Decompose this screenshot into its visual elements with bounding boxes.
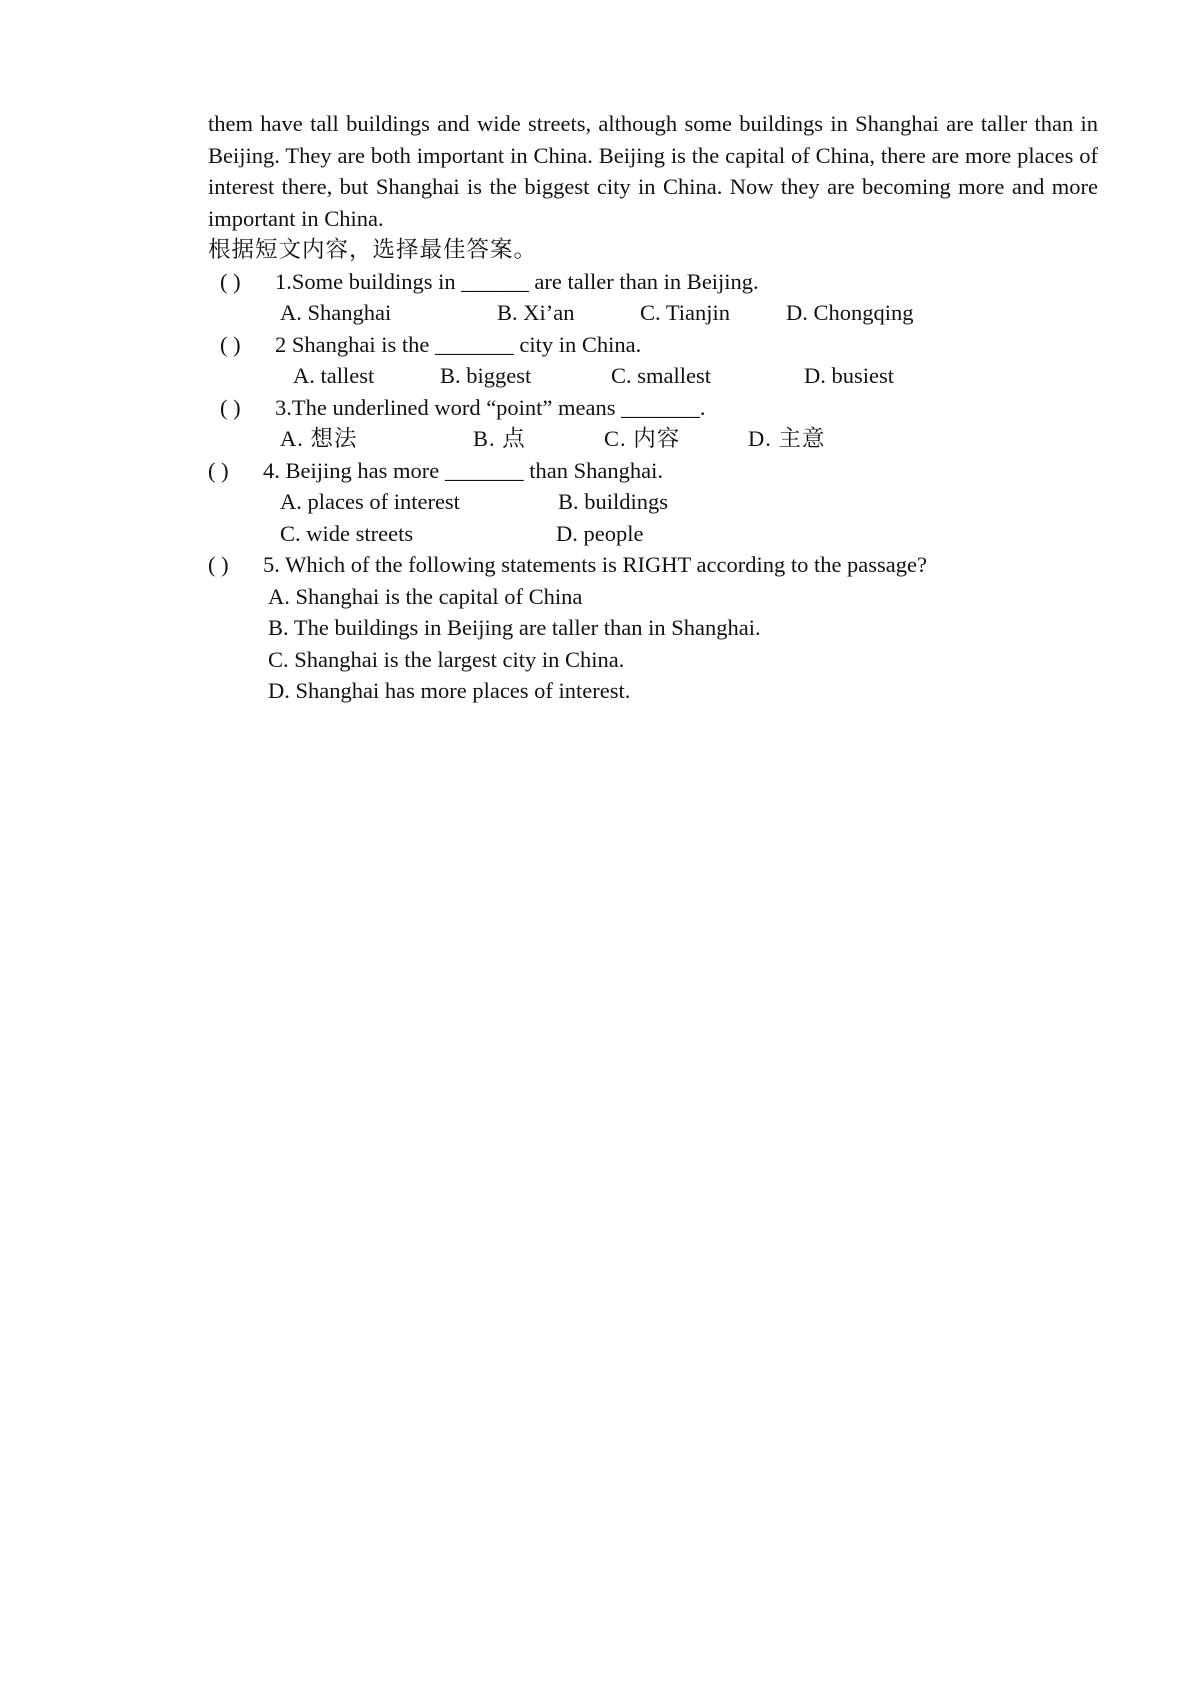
- option-c: C. Tianjin: [640, 300, 731, 325]
- question-4-options-row-2: [208, 518, 1098, 550]
- instruction-text: 根据短文内容，选择最佳答案。: [208, 237, 538, 262]
- option-b: B. The buildings in Beijing are taller than in Shanghai.: [268, 615, 761, 640]
- option-a: A. places of interest: [280, 489, 460, 514]
- option-d: D. Shanghai has more places of interest.: [268, 678, 631, 703]
- option-d: D. Chongqing: [786, 300, 914, 325]
- option-a: A. Shanghai is the capital of China: [268, 583, 583, 609]
- option-d: D. busiest: [804, 363, 894, 388]
- question-1: [208, 266, 1098, 298]
- option-c: C. Shanghai is the largest city in China.: [268, 646, 625, 672]
- question-4: [208, 455, 1098, 487]
- question-5-option-d: [208, 675, 1098, 707]
- answer-blank-3: ( ): [220, 394, 241, 420]
- option-c: C. smallest: [611, 363, 711, 388]
- question-3-options: [208, 423, 1098, 455]
- option-c: C. 内容: [604, 426, 681, 451]
- question-3: [208, 392, 1098, 424]
- option-a: A. Shanghai: [280, 300, 392, 325]
- option-b: B. Xi’an: [497, 300, 575, 325]
- question-1-text: 1.Some buildings in ______ are taller than in Beijing.: [275, 268, 759, 294]
- answer-blank-4: ( ): [208, 457, 229, 483]
- option-d: D. 主意: [748, 426, 826, 451]
- option-b: B. buildings: [558, 489, 669, 514]
- option-a: A. 想法: [280, 426, 358, 451]
- question-5-text: 5. Which of the following statements is RIGHT according to the passage?: [263, 552, 928, 577]
- question-5-option-a: [208, 581, 1098, 613]
- question-1-options: [208, 297, 1098, 329]
- question-5-option-c: [208, 644, 1098, 676]
- question-2: [208, 329, 1098, 361]
- question-3-text: 3.The underlined word “point” means _______.: [275, 394, 706, 420]
- answer-blank-2: ( ): [220, 331, 241, 357]
- answer-blank-5: ( ): [208, 552, 229, 577]
- question-5-option-b: [208, 612, 1098, 644]
- option-c: C. wide streets: [280, 520, 414, 546]
- question-5: [208, 549, 1098, 581]
- option-d: D. people: [556, 520, 644, 546]
- option-a: A. tallest: [293, 363, 375, 388]
- option-b: B. biggest: [440, 363, 532, 388]
- answer-blank-1: ( ): [220, 268, 241, 294]
- worksheet-page: [208, 108, 1098, 707]
- question-4-text: 4. Beijing has more _______ than Shanghai.: [263, 457, 663, 483]
- question-2-options: [208, 360, 1098, 392]
- question-2-text: 2 Shanghai is the _______ city in China.: [275, 331, 642, 357]
- passage-paragraph: them have tall buildings and wide streets, although some buildings in Shanghai are taller than in Beijing. They are both important in China. Beijing is the capital of China, there are more places of interest there, but Shanghai is the biggest city in China. Now they are becoming more and more important in China.: [208, 111, 1098, 231]
- question-4-options-row-1: [208, 486, 1098, 518]
- option-b: B. 点: [473, 426, 526, 451]
